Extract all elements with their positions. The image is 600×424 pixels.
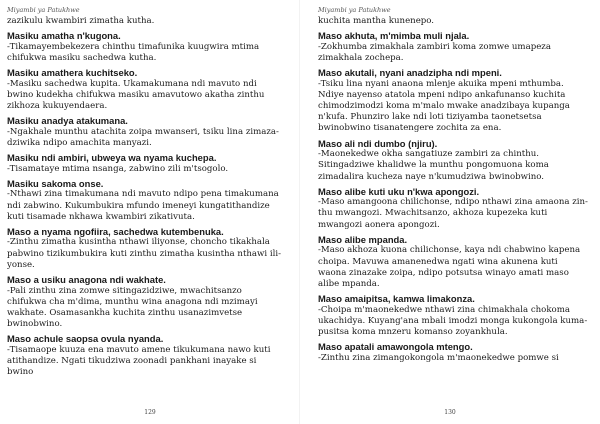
- running-head: Miyambi ya Patukhwe: [318, 6, 391, 14]
- proverb-entry: [7, 152, 282, 175]
- proverb-explanation: -Masiku sachedwa kupita. Ukamakumana ndi mavuto ndi bwino kudekha chifukwa masiku amavutowo akatha zinthu zikhoza kukuyendaera.: [7, 78, 265, 112]
- proverb-heading: Maso amaipitsa, kamwa limakonza.: [318, 293, 475, 305]
- proverb-explanation: -Zinthu zina zimangokongola m'maonekedwe pomwe si: [318, 352, 559, 363]
- proverb-explanation: -Maso amangoona chilichonse, ndipo nthawi zina amaona zinthu mwangozi. Mwachitsanzo, akhoza kupezeka kuti mwangozi aonera apongozi.: [318, 197, 588, 230]
- proverb-entry: [7, 333, 282, 378]
- proverb-entry: [7, 115, 282, 149]
- proverb-heading: Masiku amathera kuchitseko.: [7, 67, 138, 79]
- proverb-explanation: -Nthawi zina timakumana ndi mavuto ndipo pena timakumana ndi zabwino. Kukumbukira mfundo imeneyi kungatithandize kuti tisamade nkhawa kwambiri zikativuta.: [7, 189, 279, 222]
- proverb-entry: [318, 186, 588, 231]
- proverb-heading: Maso akutali, nyani anadzipha ndi mpeni.: [318, 67, 502, 79]
- proverb-heading: Maso a nyama ngofiira, sachedwa kutembenuka.: [7, 225, 224, 237]
- proverb-explanation: -Ngakhale munthu atachita zoipa mwanseri, tsiku lina zimazadziwika ndipo amachita manyazi.: [7, 126, 279, 148]
- proverb-explanation: -Pali zinthu zina zomwe sitingazidziwe, mwachitsanzo chifukwa cha m'dima, munthu wina anagona ndi mzimayi wakhate. Osamasankha kuchita zinthu usanazimvetse bwinobwino.: [7, 285, 258, 330]
- proverb-heading: Maso alibe mpanda.: [318, 233, 408, 245]
- proverb-heading: Masiku anadya atakumana.: [7, 115, 128, 127]
- proverb-entry: [7, 67, 282, 112]
- proverb-entry: [7, 178, 282, 223]
- page-number: 129: [144, 409, 156, 416]
- right-page: [300, 0, 600, 424]
- proverb-heading: Masiku ndi ambiri, ubweya wa nyama kuchepa.: [7, 152, 217, 164]
- proverb-explanation: -Zinthu zimatha kusintha nthawi iliyonse, choncho tikakhala pabwino tizikumbukira kuti zinthu zimatha kusintha nthawi iliyonse.: [7, 237, 282, 270]
- page-number: 130: [444, 409, 456, 416]
- proverb-heading: Maso achule saopsa ovula nyanda.: [7, 333, 164, 345]
- running-head: Miyambi ya Patukhwe: [7, 6, 80, 14]
- proverb-entry: [318, 293, 588, 338]
- continued-text: kuchita mantha kunenepo.: [318, 16, 435, 26]
- continued-text: zazikulu kwambiri zimatha kutha.: [7, 16, 155, 26]
- proverb-heading: Masiku amatha n'kugona.: [7, 30, 121, 42]
- proverb-entry: [318, 234, 588, 290]
- proverb-entry: [7, 274, 282, 330]
- proverb-entry: [318, 341, 588, 364]
- proverb-explanation: -Maso akhoza kuona chilichonse, kaya ndi chabwino kapena choipa. Mavuwa amanenedwa ngati wina akunena kuti waona zinazake zoipa, ndipo potsutsa winayo amati maso alibe mpanda.: [318, 245, 581, 289]
- proverb-heading: Maso alibe kuti uku n'kwa apongozi.: [318, 185, 480, 197]
- proverb-heading: Maso apatali amawongola mtengo.: [318, 341, 473, 353]
- proverb-explanation: -Tikamayembekezera chinthu timafunika kuugwira mtima chifukwa masiku sachedwa kutha.: [7, 41, 260, 63]
- proverb-entry: [318, 67, 588, 135]
- proverb-entry: [7, 226, 282, 271]
- proverb-entry: [7, 30, 282, 64]
- proverb-heading: Maso ali ndi dumbo (njiru).: [318, 137, 438, 149]
- proverb-explanation: -Zokhumba zimakhala zambiri koma zomwe umapeza zimakhala zochepa.: [318, 41, 551, 63]
- proverb-heading: Masiku sakoma onse.: [7, 177, 104, 189]
- proverb-entry: [318, 30, 588, 64]
- proverb-explanation: -Maonekedwe okha sangatiuze zambiri za chinthu. Sitingadziwe khalidwe la munthu pongomuona koma zimadalira kucheza naye n'kumudziwa bwinobwino.: [318, 149, 549, 182]
- proverb-entry: [318, 138, 588, 183]
- proverb-explanation: -Tsiku lina nyani anaona mlenje akuika mpeni mthumba. Ndiye nayenso atatola mpeni ndipo ankafunanso kuchita chimodzimodzi koma m'malo mwake anadzibaya kupanga n'kufa. Phunziro lake ndi loti tiziyamba taonetsetsa bwinobwino tisanatengere zochita za ena.: [318, 78, 570, 134]
- proverb-heading: Maso a usiku anagona ndi wakhate.: [7, 274, 166, 286]
- proverb-explanation: -Tisamataye mtima nsanga, zabwino zili m'tsogolo.: [7, 163, 229, 174]
- proverb-explanation: -Tisamaope kuuza ena mavuto amene tikukumana nawo kuti atithandize. Ngati tikudziwa zoonadi pankhani inayake si bwino: [7, 344, 271, 378]
- proverb-explanation: -Choipa m'maonekedwe nthawi zina chimakhala chokoma ukachidya. Kuyang'ana mbali imodzi monga kukongola kumapusitsa koma mnzeru komanso zoyankhula.: [318, 304, 588, 338]
- proverb-heading: Maso akhuta, m'mimba muli njala.: [318, 30, 470, 42]
